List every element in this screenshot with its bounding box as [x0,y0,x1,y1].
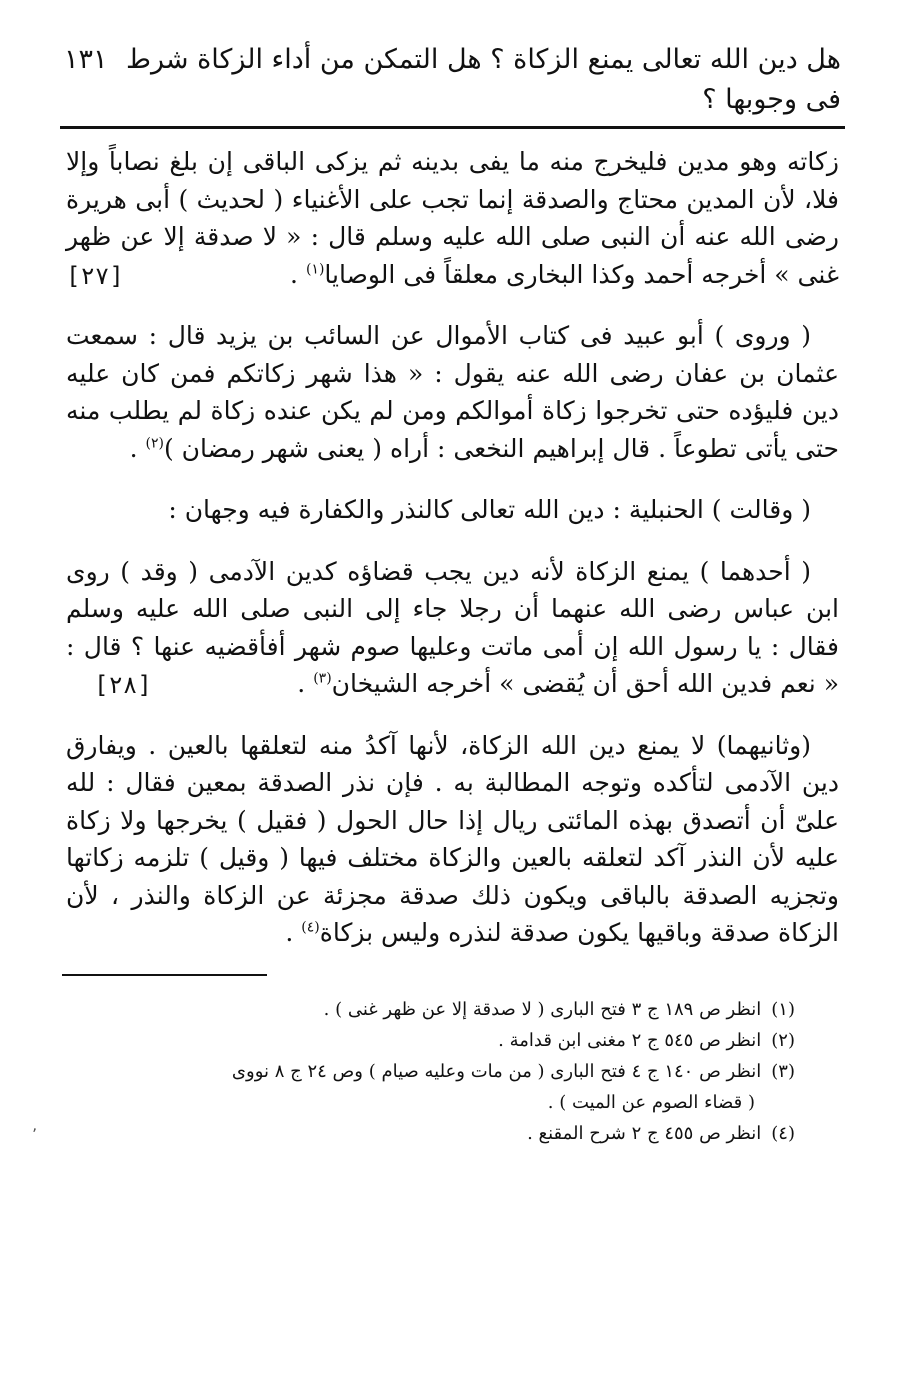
header-rule [60,126,845,129]
footnote-4: (٤)انظر ص ٤٥٥ ج ٢ شرح المقنع . [527,1122,795,1144]
hadith-number: [٢٧] [66,261,124,290]
footnote-ref-2: (٢) [145,435,164,452]
paragraph-1: زكاته وهو مدين فليخرج منه ما يفى بدينه ثم يزكى الباقى إن بلغ نصاباً وإلا فلا، لأن المدين محتاج والصدقة إنما تجب على الأغنياء ( لحديث ) أبى هريرة رضى الله عنه أن النبى صلى الله عليه وسلم قال : « لا صدقة إلا عن ظهر غنى » أخرجه أحمد وكذا البخارى معلقاً فى الوصايا$^{(١)}$ . [٢٧] [60,143,845,293]
paragraph-4: ( أحدهما ) يمنع الزكاة لأنه دين يجب قضاؤه كدين الآدمى ( وقد ) روى ابن عباس رضى الله عنهما أن رجلا جاء إلى النبى صلى الله عليه وسلم فقال : يا رسول الله إن أمى ماتت وعليها صوم شهر أفأقضيه عنها ؟ قال : « نعم فدين الله أحق أن يُقضى » أخرجه الشيخان$^{(٣)}$ . [٢٨] [60,553,845,703]
footnote-ref-1: (١) [305,261,325,278]
hadith-number: [٢٨] [94,671,152,699]
footnote-ref-4: (٤) [301,919,320,936]
paragraph-2: ( وروى ) أبو عبيد فى كتاب الأموال عن السائب بن يزيد قال : سمعت عثمان بن عفان رضى الله عنه يقول : « هذا شهر زكاتكم فمن كان عليه دين فليؤده حتى تخرجوا زكاة أموالكم ومن لم يكن عنده زكاة لم يطلب منه حتى يأتى تطوعاً . قال إبراهيم النخعى : أراه ( يعنى شهر رمضان )$^{(٢)}$ . [66,321,839,463]
header-title: هل دين الله تعالى يمنع الزكاة ؟ هل التمكن من أداء الزكاة شرط فى وجوبها ؟ [126,44,841,115]
book-page [60,40,845,1149]
footnotes [60,994,845,1149]
page-number: ١٣١ [64,44,108,75]
paragraph-3: ( وقالت ) الحنبلية : دين الله تعالى كالنذر والكفارة فيه وجهان : [168,495,811,524]
footnote-3: (٣)انظر ص ١٤٠ ج ٤ فتح البارى ( من مات وعليه صيام ) وص ٢٤ ج ٨ نووى ( قضاء الصوم عن الميت ) . [231,1060,795,1113]
footnote-1: (١)انظر ص ١٨٩ ج ٣ فتح البارى ( لا صدقة إلا عن ظهر غنى ) . [323,998,795,1020]
footnote-ref-3: (٣) [313,670,332,687]
footnote-rule [62,974,267,976]
paragraph-5: (وثانيهما) لا يمنع دين الله الزكاة، لأنها آكدُ منه لتعلقها بالعين . ويفارق دين الآدمى لتأكده وتوجه المطالبة به . فإن نذر الصدقة بمعين فقال : لله علىّ أن أتصدق بهذه المائتى ريال إذا حال الحول ( فقيل ) يخرجها ولا زكاة عليه لأن النذر آكد لتعلقه بالعين والزكاة مختلف فيها ( وقيل ) تلزمه زكاتها وتجزيه الصدقة بالباقى ويكون ذلك صدقة مجزئة عن الزكاة والنذر ، لأن الزكاة صدقة وباقيها يكون صدقة لنذره وليس بزكاة$^{(٤)}$ . [66,730,839,947]
footnote-2: (٢)انظر ص ٥٤٥ ج ٢ مغنى ابن قدامة . [498,1029,795,1051]
margin-mark: ٬ [32,1125,38,1144]
running-header [60,40,845,120]
